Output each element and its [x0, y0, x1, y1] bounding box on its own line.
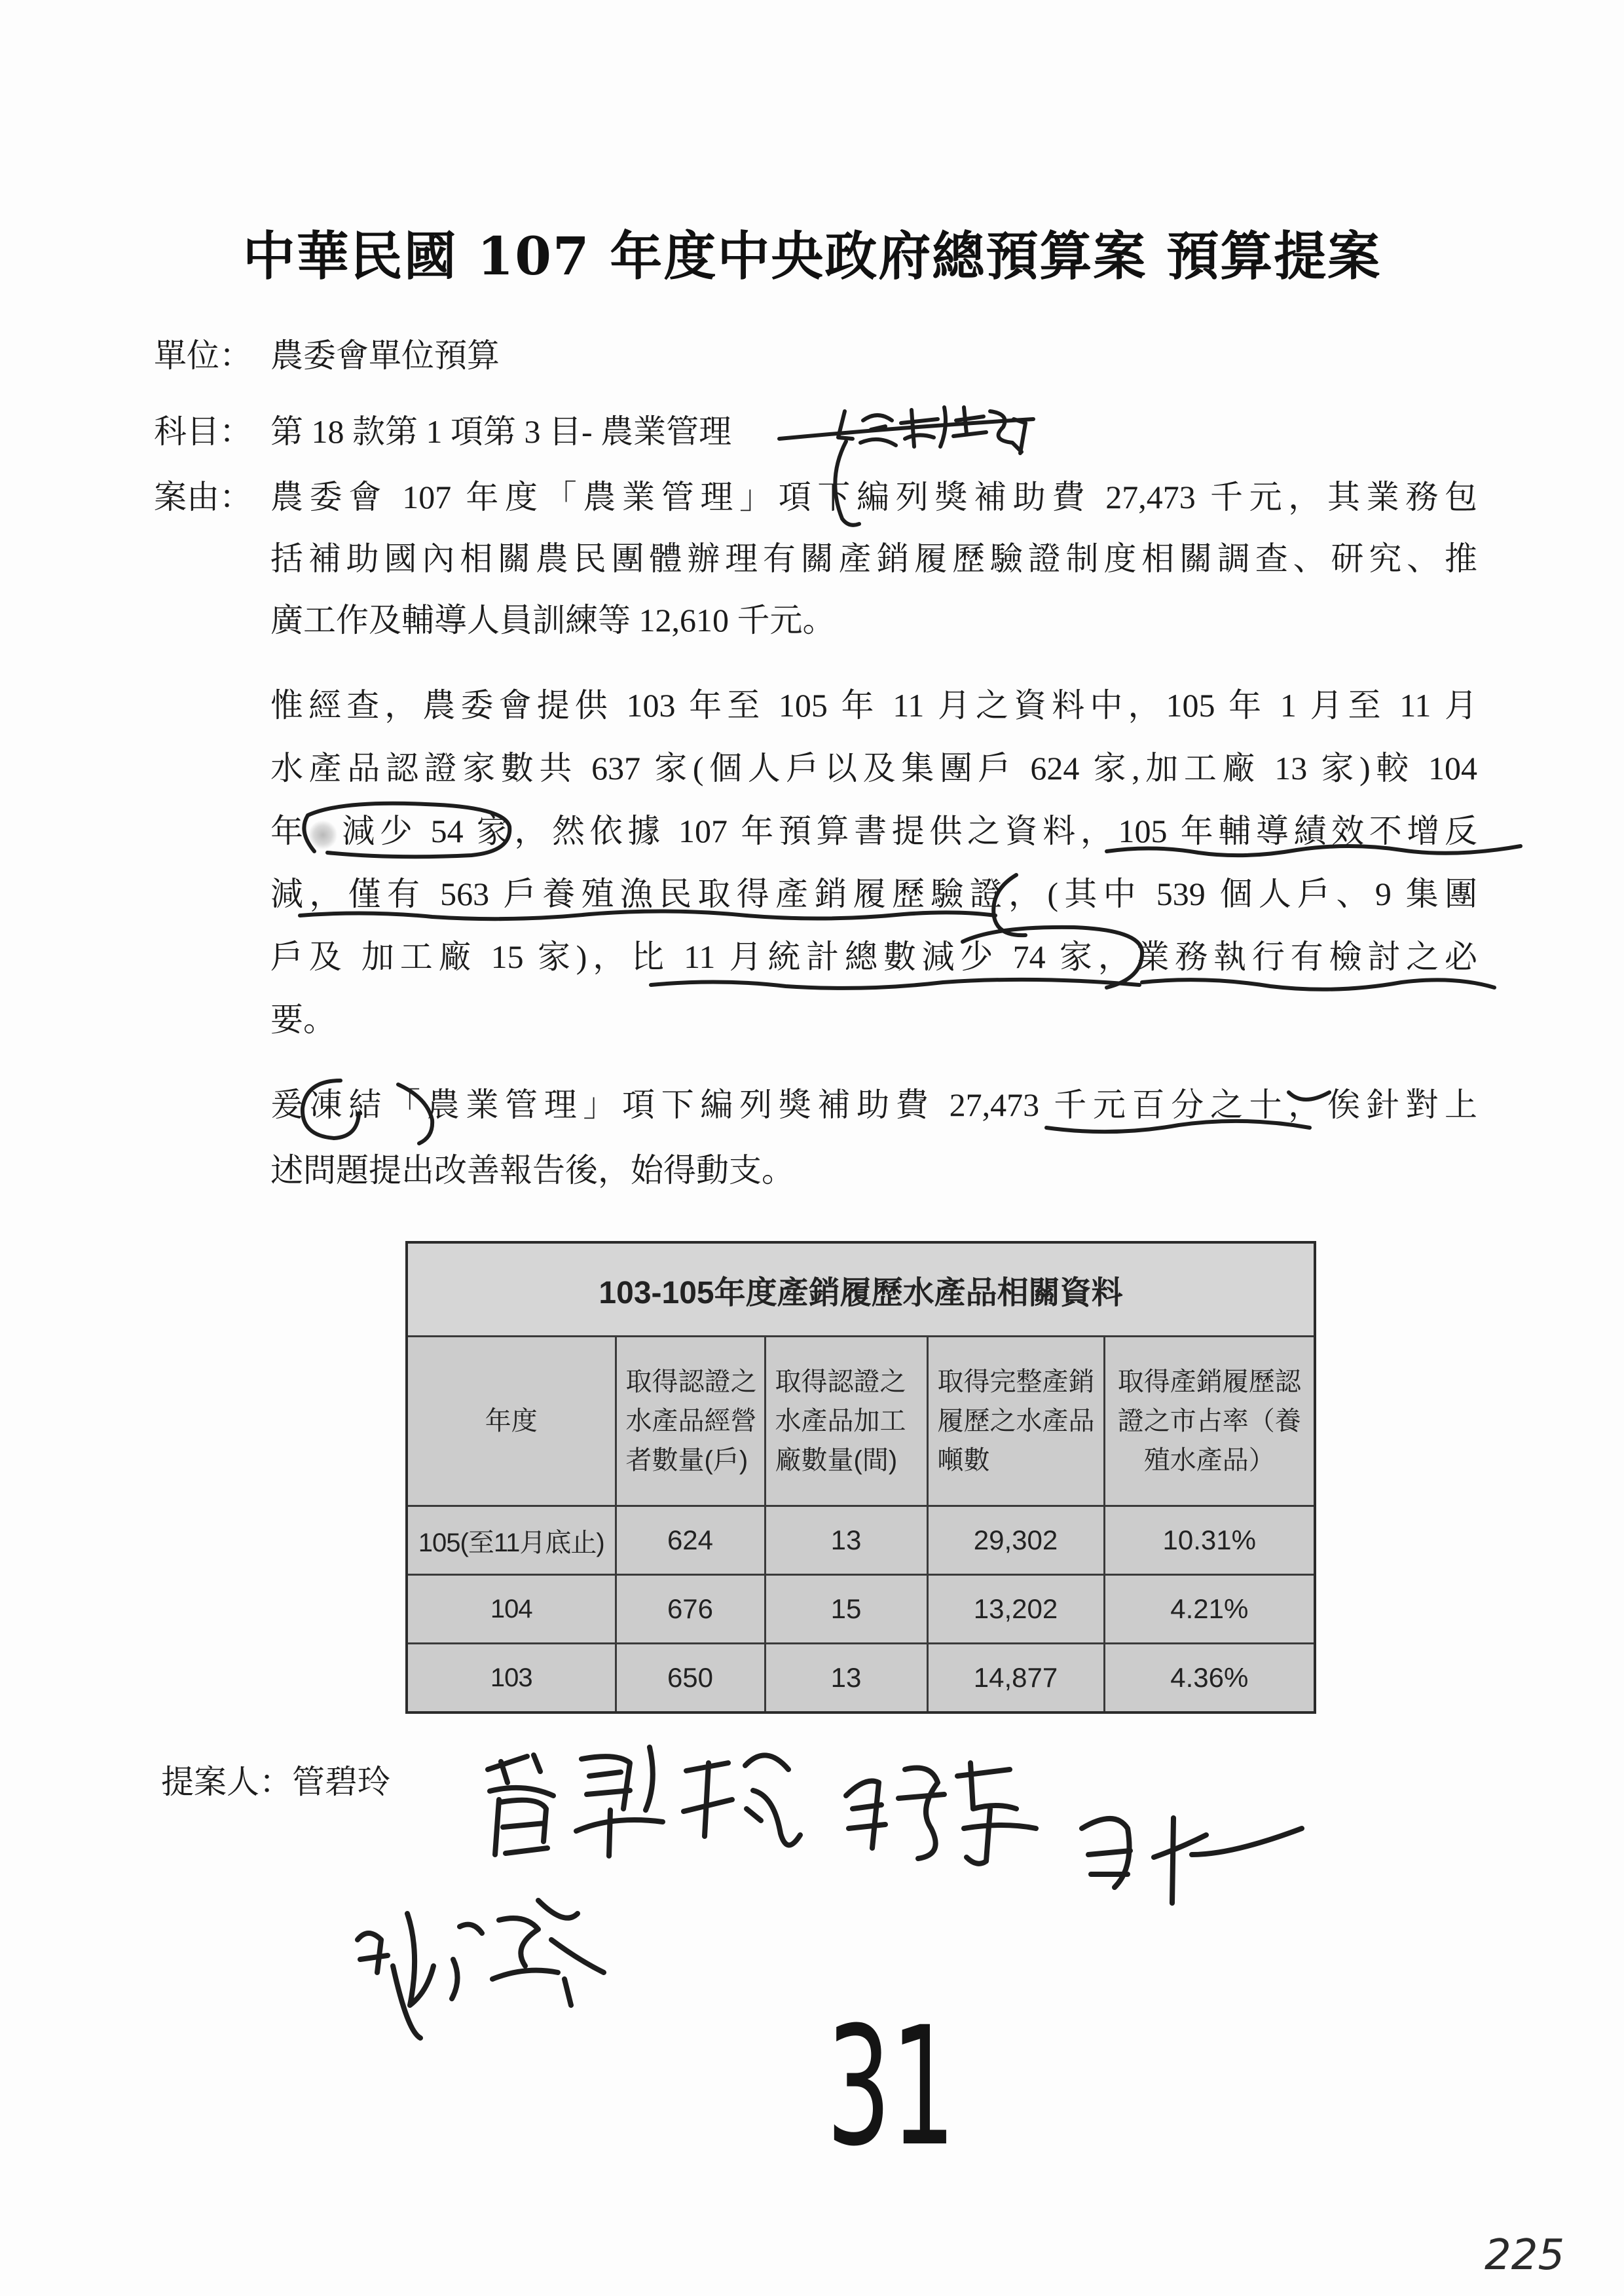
- cell-operators: 624: [616, 1506, 765, 1575]
- header-certified-processing-plants: [765, 1337, 927, 1506]
- findings-line: 惟經查，農委會提供 103 年至 105 年 11 月之資料中，105 年 1 月至 11 月: [270, 687, 1477, 724]
- resolution-paragraph: [270, 1072, 1477, 1203]
- case-line: 農委會 107 年度「農業管理」項下編列獎補助費 27,473 千元，其業務包: [270, 479, 1477, 515]
- case-label: 案由：: [154, 479, 252, 515]
- header-traceable-tonnage: [927, 1337, 1104, 1506]
- cell-market-share: 4.36%: [1104, 1644, 1315, 1713]
- proposer-name: 管碧玲: [292, 1764, 390, 1800]
- findings-line: [270, 800, 1477, 862]
- subject-label: 科目：: [154, 413, 252, 450]
- table-row: [407, 1506, 1315, 1575]
- cell-operators: 650: [616, 1644, 765, 1713]
- aquaculture-traceability-table: [405, 1241, 1316, 1714]
- table-title-row: [407, 1242, 1315, 1337]
- header-certified-operators: [616, 1337, 765, 1506]
- table-title: 103-105年度產銷履歷水產品相關資料: [407, 1242, 1315, 1337]
- subject-field: [154, 400, 1477, 463]
- cell-tonnage: 14,877: [927, 1644, 1104, 1713]
- cell-year: 105(至11月底止): [407, 1506, 616, 1575]
- cell-tonnage: 13,202: [927, 1575, 1104, 1644]
- signature-3: [1082, 1818, 1302, 1903]
- table-header-row: [407, 1337, 1315, 1506]
- case-line: 廣工作及輔導人員訓練等 12,610 千元。: [270, 602, 836, 639]
- header-line: 年度: [485, 1407, 538, 1435]
- header-line: 水產品加工: [775, 1407, 906, 1435]
- cell-market-share: 4.21%: [1104, 1575, 1315, 1644]
- findings-line: 戶及 加工廠 15 家)，比 11 月統計總數減少 74 家，業務執行有檢討之必: [270, 938, 1477, 975]
- document-title: 中華民國 107 年度中央政府總預算案 預算提案: [242, 225, 1382, 287]
- unit-value: 農委會單位預算: [270, 337, 500, 374]
- handwritten-page-number: 225: [1485, 2231, 1565, 2280]
- handwritten-document-number: 31: [826, 1991, 956, 2182]
- findings-paragraph: [270, 674, 1477, 1051]
- signature-4: [358, 1900, 604, 2038]
- signature-2: [846, 1763, 1036, 1864]
- table-row: [407, 1575, 1315, 1644]
- header-line: 水產品經營: [625, 1407, 757, 1435]
- findings-line: 要。: [270, 1001, 336, 1038]
- resolution-line: 爰凍結「農業管理」項下編列獎補助費 27,473 千元百分之十，俟針對上: [270, 1086, 1477, 1123]
- cell-tonnage: 29,302: [927, 1506, 1104, 1575]
- case-line: 括補助國內相關農民團體辦理有關產銷履歷驗證制度相關調查、研究、推: [270, 540, 1477, 577]
- header-year: [407, 1337, 616, 1506]
- findings-line: 水產品認證家數共 637 家(個人戶以及集團戶 624 家,加工廠 13 家)較 104: [270, 750, 1477, 787]
- header-line: 取得認證之: [775, 1367, 906, 1396]
- header-line: 取得產銷履歷認: [1117, 1367, 1301, 1396]
- header-market-share: [1104, 1337, 1315, 1506]
- resolution-line: 述問題提出改善報告後，始得動支。: [270, 1152, 794, 1189]
- findings-line-rest: 減少 54 家，然依據 107 年預算書提供之資料，105 年輔導績效不增反: [337, 813, 1478, 849]
- subject-value: 第 18 款第 1 項第 3 目- 農業管理: [270, 413, 732, 450]
- unit-label: 單位：: [154, 337, 252, 374]
- cell-plants: 13: [765, 1506, 927, 1575]
- findings-line-start: 年: [270, 813, 308, 849]
- cell-operators: 676: [616, 1575, 765, 1644]
- table-row: [407, 1644, 1315, 1713]
- proposer-field: [161, 1750, 390, 1813]
- unit-field: [154, 324, 1477, 387]
- cell-year: 104: [407, 1575, 616, 1644]
- findings-line: 減，僅有 563 戶養殖漁民取得產銷履歷驗證，(其中 539 個人戶、9 集團: [270, 876, 1477, 912]
- header-line: 噸數: [937, 1446, 990, 1475]
- header-line: 殖水產品）: [1143, 1446, 1275, 1475]
- header-line: 取得完整產銷: [937, 1367, 1095, 1396]
- smudge-mark: [308, 821, 337, 849]
- header-line: 者數量(戶): [625, 1446, 748, 1475]
- case-text: [270, 466, 1477, 651]
- cell-year: 103: [407, 1644, 616, 1713]
- header-line: 證之市占率（養: [1117, 1407, 1301, 1435]
- signature-1: [488, 1747, 800, 1856]
- header-line: 取得認證之: [625, 1367, 757, 1396]
- header-line: 廠數量(間): [775, 1446, 898, 1475]
- cell-plants: 15: [765, 1575, 927, 1644]
- cell-market-share: 10.31%: [1104, 1506, 1315, 1575]
- proposer-label: 提案人：: [161, 1764, 292, 1800]
- cell-plants: 13: [765, 1644, 927, 1713]
- header-line: 履歷之水產品: [937, 1407, 1095, 1435]
